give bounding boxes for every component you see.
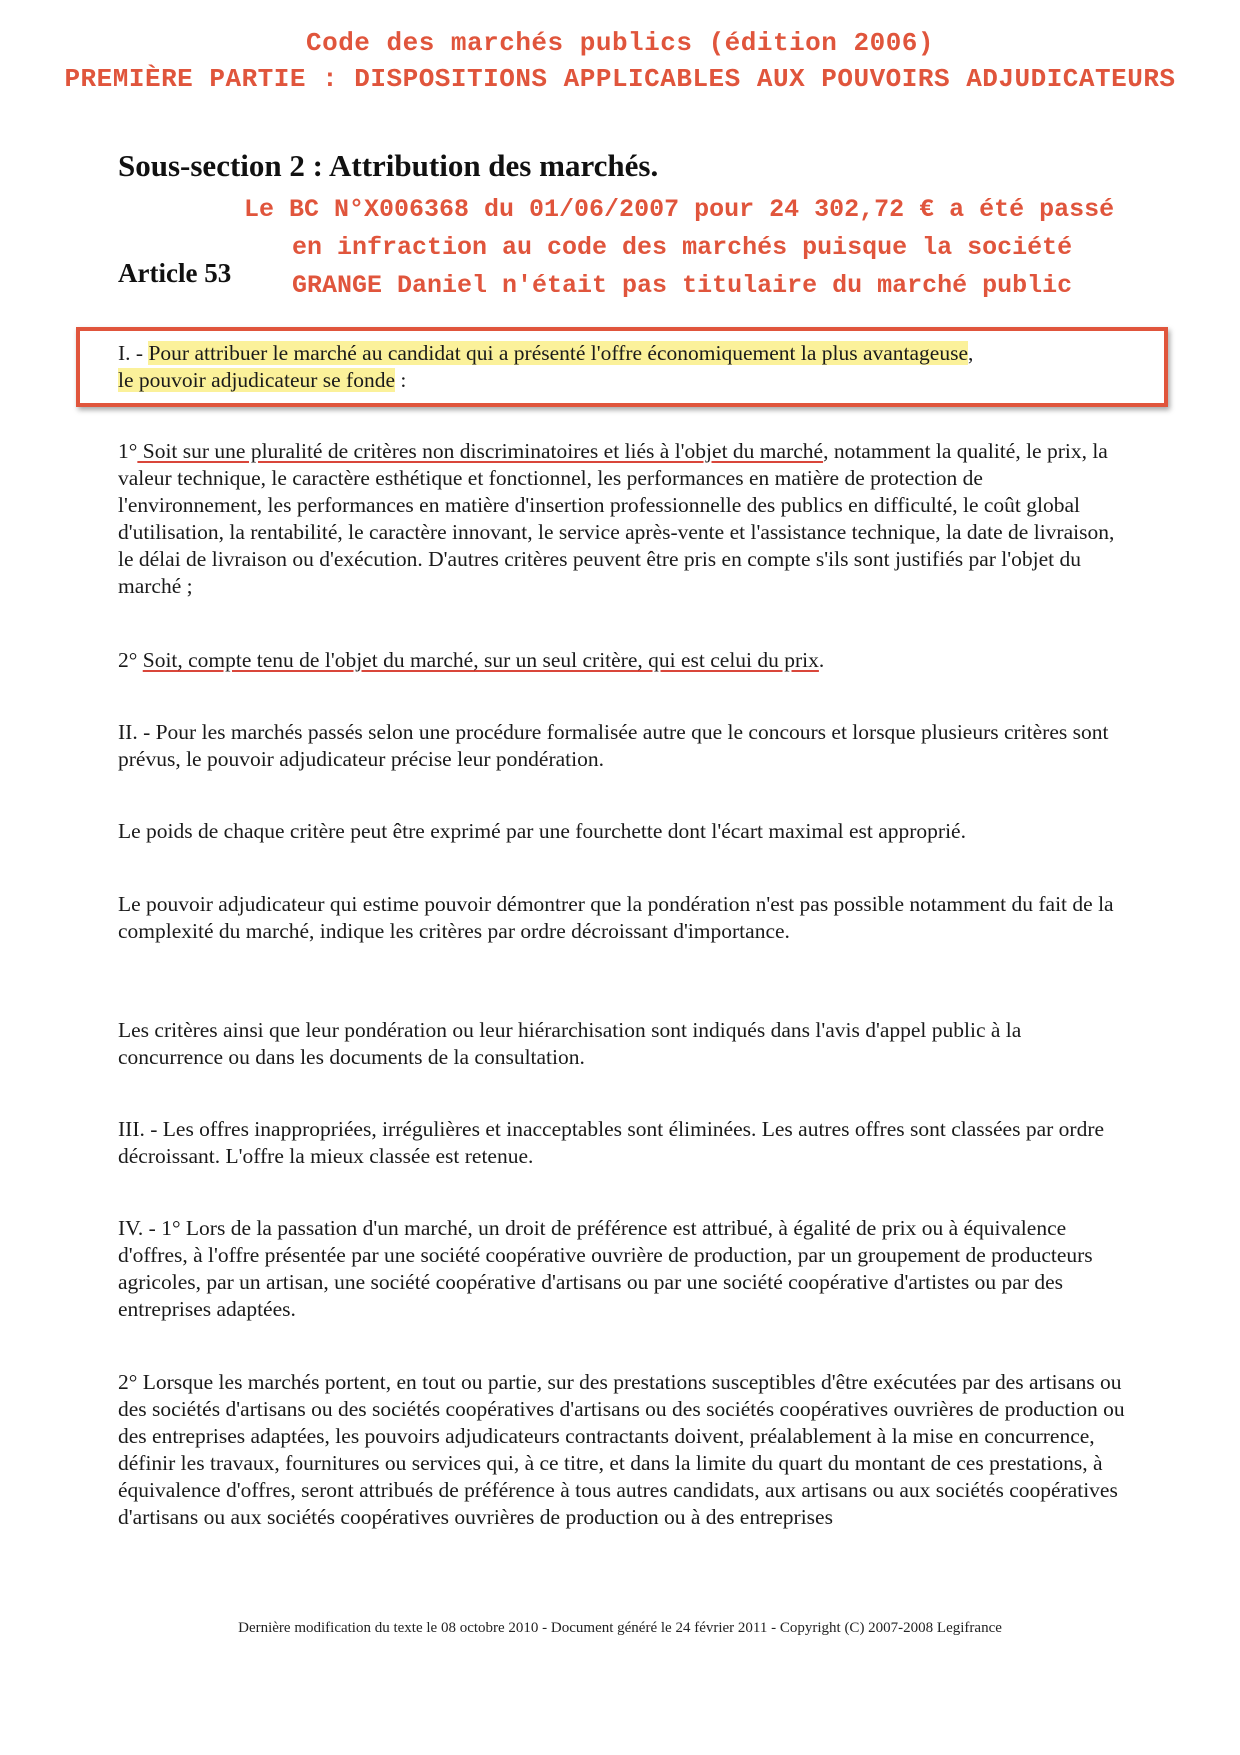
paragraph-poids: Le poids de chaque critère peut être exprimé par une fourchette dont l'écart maximal est approprié. (118, 819, 966, 843)
article-title: Article 53 (118, 258, 232, 288)
paragraph-I-prefix: I. - (118, 341, 149, 365)
paragraph-IV-2: 2° Lorsque les marchés portent, en tout ou partie, sur des prestations susceptibles d'être exécutées par des artisans ou des sociétés d'artisans ou des sociétés coopératives d'artisans ou des sociétés coopératives ouvrières de production ou des entreprises adaptées, les pouvoirs adjudicateurs contractants doivent, préalablement à la mise en concurrence, définir les travaux, fournitures ou services qui, à ce titre, et dans la limite du quart du montant de ces prestations, à équivalence d'offres, seront attribués de préférence à tous autres candidats, aux artisans ou aux sociétés coopératives d'artisans ou aux sociétés coopératives ouvrières de production ou à des entreprises (118, 1370, 1125, 1529)
underlined-text: Soit sur une pluralité de critères non discriminatoires et liés à l'objet du marché (137, 439, 824, 463)
annotation-note-line-3: GRANGE Daniel n'était pas titulaire du marché public (292, 271, 1073, 300)
paragraph-IV-1: IV. - 1° Lors de la passation d'un marché, un droit de préférence est attribué, à égalité de prix ou à équivalence d'offres, à l'offre présentée par une société coopérative ouvrière de production, par un groupement de producteurs agricoles, par un artisan, une société coopérative d'artisans ou par une société coopérative d'artistes ou par des entreprises adaptées. (118, 1216, 1093, 1321)
paragraph-III: III. - Les offres inappropriées, irrégulières et inacceptables sont éliminées. Les autres offres sont classées par ordre décroissant. L'offre la mieux classée est retenue. (118, 1117, 1105, 1168)
highlighted-text: le pouvoir adjudicateur se fonde (118, 368, 396, 392)
paragraph-I-suffix: : (395, 368, 407, 392)
paragraph-2-prefix: 2° (118, 648, 143, 672)
paragraph-I-comma: , (968, 341, 974, 365)
page-footer: Dernière modification du texte le 08 octobre 2010 - Document généré le 24 février 2011 - Copyright (C) 2007-2008 Legifrance (238, 1620, 1002, 1636)
paragraph-II: II. - Pour les marchés passés selon une procédure formalisée autre que le concours et lorsque plusieurs critères sont prévus, le pouvoir adjudicateur précise leur pondération. (118, 720, 1109, 771)
annotation-note-line-1: Le BC N°X006368 du 01/06/2007 pour 24 302,72 € a été passé (244, 195, 1115, 224)
annotation-header-title: Code des marchés publics (édition 2006) (306, 28, 934, 58)
annotation-header-part: PREMIÈRE PARTIE : DISPOSITIONS APPLICABLES AUX POUVOIRS ADJUDICATEURS (64, 64, 1176, 94)
paragraph-ponderation: Le pouvoir adjudicateur qui estime pouvoir démontrer que la pondération n'est pas possible notamment du fait de la complexité du marché, indique les critères par ordre décroissant d'importance. (118, 892, 1114, 943)
underlined-text: Soit, compte tenu de l'objet du marché, sur un seul critère, qui est celui du prix (142, 648, 819, 672)
paragraph-1-rest: , notamment la qualité, le prix, la valeur technique, le caractère esthétique et fonctionnel, les performances en matière de protection de l'environnement, les performances en matière d'insertion professionnelle des publics en difficulté, le coût global d'utilisation, la rentabilité, le caractère innovant, le service après-vente et l'assistance technique, la date de livraison, le délai de livraison ou d'exécution. D'autres critères peuvent être pris en compte s'ils sont justifiés par l'objet du marché ; (118, 439, 1115, 598)
subsection-title: Sous-section 2 : Attribution des marchés. (118, 148, 659, 183)
paragraph-I (118, 340, 1128, 394)
paragraph-1 (118, 438, 1128, 600)
paragraph-2 (118, 647, 1128, 674)
annotation-note-line-2: en infraction au code des marchés puisque la société (292, 233, 1073, 262)
paragraph-1-prefix: 1° (118, 439, 138, 463)
paragraph-criteres: Les critères ainsi que leur pondération ou leur hiérarchisation sont indiqués dans l'avis d'appel public à la concurrence ou dans les documents de la consultation. (118, 1018, 1022, 1069)
highlighted-text: Pour attribuer le marché au candidat qui a présenté l'offre économiquement la plus avantageuse (148, 341, 969, 365)
paragraph-2-suffix: . (818, 648, 825, 672)
